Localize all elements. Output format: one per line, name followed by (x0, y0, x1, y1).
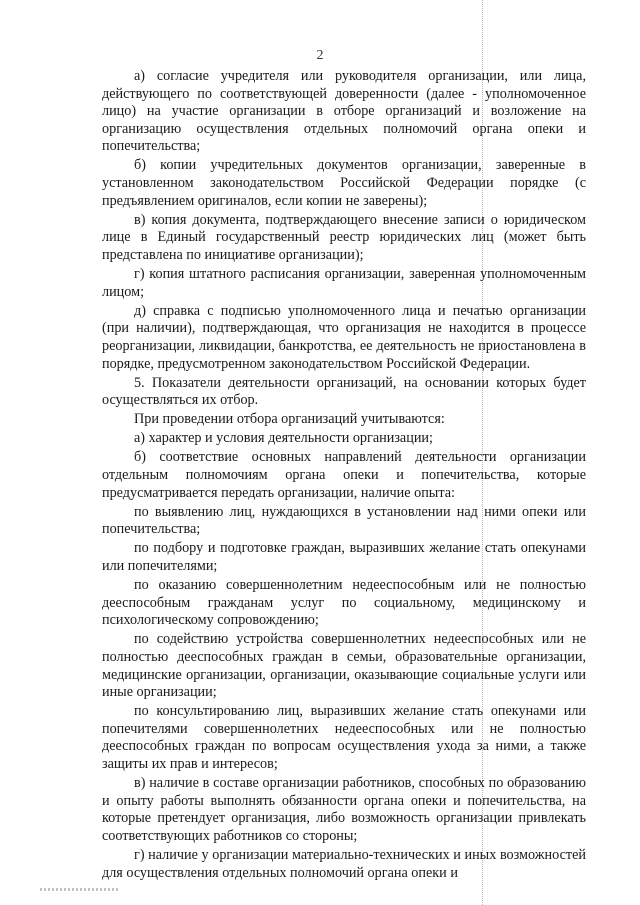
paragraph-selection-training: по подбору и подготовке граждан, выразивших желание стать опекунами или попечителями; (102, 540, 586, 575)
paragraph-certificate: д) справка с подписью уполномоченного лица и печатью организации (при наличии), подтверждающая, что организация не находится в процессе реорганизации, ликвидации, банкротства, ее деятельность не приостановлена в порядке, предусмотренном законодательством Российской Федерации. (102, 302, 586, 372)
paragraph-section-5: 5. Показатели деятельности организаций, на основании которых будет осуществляться их отбор. (102, 374, 586, 409)
paragraph-charter-copies: б) копии учредительных документов организации, заверенные в установленном законодательством Российской Федерации порядке (с предъявлением оригиналов, если копии не заверены); (102, 157, 586, 209)
paragraph-material-resources: г) наличие у организации материально-технических и иных возможностей для осуществления отдельных полномочий органа опеки и (102, 847, 586, 881)
paragraph-identification: по выявлению лиц, нуждающихся в установлении над ними опеки или попечительства; (102, 503, 586, 538)
scan-artifact (40, 888, 120, 891)
paragraph-nature-conditions: а) характер и условия деятельности организации; (134, 430, 433, 447)
document-body (102, 68, 586, 884)
paragraph-consulting: по консультированию лиц, выразивших желание стать опекунами или попечителями совершеннолетних недееспособных или не полностью дееспособных граждан по вопросам осуществления ухода за ними, а также защиты их прав и интересов; (102, 703, 586, 773)
paragraph-selection-intro: При проведении отбора организаций учитываются: (134, 411, 445, 428)
paragraph-registry-record: в) копия документа, подтверждающего внесение записи о юридическом лице в Единый государственный реестр юридических лиц (может быть представлена по инициативе организации); (102, 211, 586, 263)
paragraph-placement-assistance: по содействию устройства совершеннолетних недееспособных или не полностью дееспособных граждан в семьи, образовательные организации, медицинские организации, организации, оказывающие социальные услуги или иные организации; (102, 631, 586, 701)
paragraph-staff-availability: в) наличие в составе организации работников, способных по образованию и опыту работы выполнять обязанности органа опеки и попечительства, на которые претендует организация, либо возможность организации привлекать соответствующих работников со стороны; (102, 775, 586, 844)
page-number: 2 (316, 48, 324, 63)
paragraph-directions-match: б) соответствие основных направлений деятельности организации отдельным полномочиям органа опеки и попечительства, которые предусматривается передать организации, наличие опыта: (102, 449, 586, 501)
paragraph-consent: а) согласие учредителя или руководителя организации, или лица, действующего по соответствующей доверенности (далее - уполномоченное лицо) на участие организации в отборе организаций и возложение на организацию осуществления отдельных полномочий органа опеки и попечительства; (102, 68, 586, 155)
paragraph-support-services: по оказанию совершеннолетним недееспособным или не полностью дееспособным гражданам услуг по социальному, медицинскому и психологическому сопровождению; (102, 577, 586, 629)
paragraph-staff-schedule: г) копия штатного расписания организации, заверенная уполномоченным лицом; (102, 266, 586, 300)
